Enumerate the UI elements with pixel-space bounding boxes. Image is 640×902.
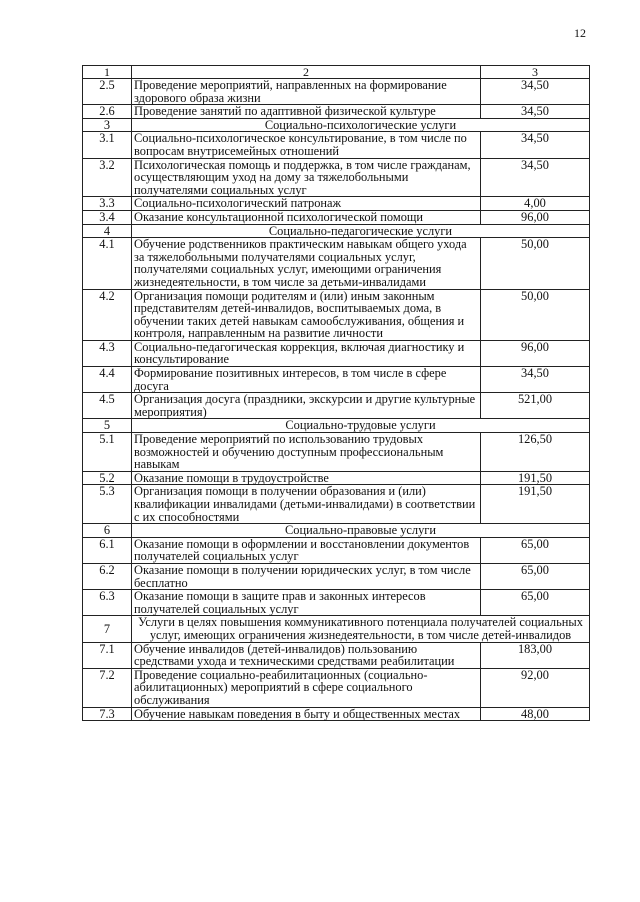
row-number: 6.3 (83, 590, 132, 616)
table-header-row (83, 66, 590, 79)
row-number: 4.2 (83, 289, 132, 340)
service-name: Социально-психологический патронаж (132, 197, 481, 211)
service-value: 4,00 (481, 197, 590, 211)
row-number: 3 (83, 118, 132, 132)
row-number: 3.4 (83, 210, 132, 224)
section-title: Социально-трудовые услуги (132, 419, 590, 433)
service-name: Проведение занятий по адаптивной физической культуре (132, 105, 481, 119)
row-number: 6.2 (83, 563, 132, 589)
table-row (83, 393, 590, 419)
service-name: Оказание помощи в трудоустройстве (132, 471, 481, 485)
service-name: Психологическая помощь и поддержка, в том числе гражданам, осуществляющим уход на дому за тяжелобольными получателями социальных услуг (132, 158, 481, 197)
header-col-number: 1 (83, 66, 132, 79)
row-number: 7.3 (83, 707, 132, 721)
service-name: Оказание помощи в защите прав и законных интересов получателей социальных услуг (132, 590, 481, 616)
page-number: 12 (574, 26, 586, 40)
row-number: 7 (83, 616, 132, 642)
table-body (83, 66, 590, 721)
row-number: 6 (83, 524, 132, 538)
row-number: 5.2 (83, 471, 132, 485)
section-title: Услуги в целях повышения коммуникативного потенциала получателей социальных услуг, имеющих ограничения жизнедеятельности, в том числе детей-инвалидов (132, 616, 590, 642)
service-value: 191,50 (481, 485, 590, 524)
table-row (83, 289, 590, 340)
service-name: Организация помощи в получении образования и (или) квалификации инвалидами (детьми-инвалидами) в соответствии с их способностями (132, 485, 481, 524)
service-name: Оказание помощи в получении юридических услуг, в том числе бесплатно (132, 563, 481, 589)
service-name: Обучение инвалидов (детей-инвалидов) пользованию средствами ухода и техническими средствами реабилитации (132, 642, 481, 668)
section-row (83, 419, 590, 433)
service-value: 126,50 (481, 433, 590, 472)
service-name: Проведение мероприятий по использованию трудовых возможностей и обучению доступным профессиональным навыкам (132, 433, 481, 472)
row-number: 5.3 (83, 485, 132, 524)
service-name: Обучение родственников практическим навыкам общего ухода за тяжелобольными получателями социальных услуг, получателями социальных услуг, имеющими ограничения жизнедеятельности, в том числе за детьми-инвалидами (132, 238, 481, 289)
section-row (83, 118, 590, 132)
service-name: Организация досуга (праздники, экскурсии и другие культурные мероприятия) (132, 393, 481, 419)
section-title: Социально-правовые услуги (132, 524, 590, 538)
service-name: Проведение мероприятий, направленных на формирование здорового образа жизни (132, 79, 481, 105)
header-col-value: 3 (481, 66, 590, 79)
table-row (83, 340, 590, 366)
row-number: 7.2 (83, 668, 132, 707)
service-value: 65,00 (481, 563, 590, 589)
table-row (83, 210, 590, 224)
service-name: Социально-психологическое консультирование, в том числе по вопросам внутрисемейных отношений (132, 132, 481, 158)
section-row (83, 524, 590, 538)
service-value: 96,00 (481, 210, 590, 224)
table-row (83, 367, 590, 393)
table-row (83, 563, 590, 589)
table-row (83, 105, 590, 119)
table-row (83, 590, 590, 616)
table-row (83, 642, 590, 668)
row-number: 2.5 (83, 79, 132, 105)
service-value: 65,00 (481, 537, 590, 563)
table-row (83, 485, 590, 524)
row-number: 4 (83, 224, 132, 238)
row-number: 3.2 (83, 158, 132, 197)
row-number: 2.6 (83, 105, 132, 119)
row-number: 4.3 (83, 340, 132, 366)
section-title: Социально-психологические услуги (132, 118, 590, 132)
table-row (83, 158, 590, 197)
service-value: 183,00 (481, 642, 590, 668)
table-row (83, 197, 590, 211)
service-value: 96,00 (481, 340, 590, 366)
row-number: 5 (83, 419, 132, 433)
row-number: 3.1 (83, 132, 132, 158)
service-name: Организация помощи родителям и (или) иным законным представителям детей-инвалидов, воспитываемых дома, в обучении таких детей навыкам самообслуживания, общения и контроля, направленным на развитие личности (132, 289, 481, 340)
table-row (83, 707, 590, 721)
service-value: 191,50 (481, 471, 590, 485)
table-row (83, 433, 590, 472)
service-name: Социально-педагогическая коррекция, включая диагностику и консультирование (132, 340, 481, 366)
service-name: Оказание помощи в оформлении и восстановлении документов получателей социальных услуг (132, 537, 481, 563)
service-value: 65,00 (481, 590, 590, 616)
service-value: 34,50 (481, 132, 590, 158)
service-value: 34,50 (481, 79, 590, 105)
table-row (83, 238, 590, 289)
section-row (83, 224, 590, 238)
row-number: 3.3 (83, 197, 132, 211)
service-value: 521,00 (481, 393, 590, 419)
section-row (83, 616, 590, 642)
table-row (83, 132, 590, 158)
service-value: 50,00 (481, 289, 590, 340)
service-value: 48,00 (481, 707, 590, 721)
service-value: 50,00 (481, 238, 590, 289)
section-title: Социально-педагогические услуги (132, 224, 590, 238)
service-name: Проведение социально-реабилитационных (социально-абилитационных) мероприятий в сфере социального обслуживания (132, 668, 481, 707)
service-value: 92,00 (481, 668, 590, 707)
service-value: 34,50 (481, 158, 590, 197)
row-number: 7.1 (83, 642, 132, 668)
table-row (83, 471, 590, 485)
service-name: Формирование позитивных интересов, в том числе в сфере досуга (132, 367, 481, 393)
service-value: 34,50 (481, 367, 590, 393)
row-number: 4.5 (83, 393, 132, 419)
row-number: 4.1 (83, 238, 132, 289)
row-number: 4.4 (83, 367, 132, 393)
table-row (83, 537, 590, 563)
service-name: Оказание консультационной психологической помощи (132, 210, 481, 224)
table-row (83, 79, 590, 105)
service-name: Обучение навыкам поведения в быту и общественных местах (132, 707, 481, 721)
row-number: 6.1 (83, 537, 132, 563)
row-number: 5.1 (83, 433, 132, 472)
table-row (83, 668, 590, 707)
header-col-service: 2 (132, 66, 481, 79)
service-value: 34,50 (481, 105, 590, 119)
services-tariff-table (82, 65, 590, 721)
